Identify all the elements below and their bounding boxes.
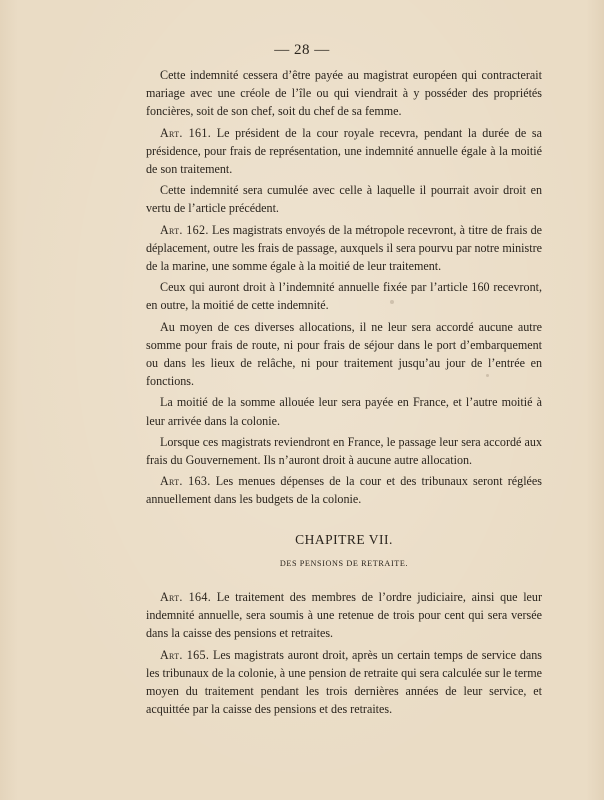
article-label: Art. 162.: [160, 222, 209, 237]
paragraph: [146, 278, 542, 314]
chapter-subtitle: DES PENSIONS DE RETRAITE.: [279, 558, 409, 568]
article-label: Art. 163.: [160, 474, 211, 489]
paragraph-text: La moitié de la somme allouée leur sera payée en France, et l’autre moitié à leur arrivée dans la colonie.: [146, 395, 542, 428]
paragraph-text: Le président de la cour royale recevra, pendant la durée de sa présidence, pour frais de représentation, une indemnité annuelle égale à la moitié de son traitement.: [146, 125, 542, 177]
paragraph-text: Les menues dépenses de la cour et des tribunaux seront réglées annuellement dans les budgets de la colonie.: [146, 474, 542, 507]
paragraph: [146, 181, 542, 217]
paper-speck: [390, 300, 394, 304]
paragraph-text: Cette indemnité sera cumulée avec celle à laquelle il pourrait avoir droit en vertu de l’article précédent.: [146, 183, 542, 216]
page-number: — 28 —: [274, 42, 330, 58]
paragraph: [146, 433, 542, 469]
article-label: Art. 164.: [160, 590, 212, 605]
paragraph: [146, 318, 542, 391]
article-label: Art. 165.: [160, 647, 210, 662]
article-163: [146, 472, 542, 508]
article-164: [146, 588, 542, 643]
paragraph-text: Le traitement des membres de l’ordre judiciaire, ainsi que leur indemnité annuelle, sera soumis à une retenue de trois pour cent qui sera versée dans la caisse des pensions et retraites.: [146, 590, 542, 641]
paragraph-text: Ceux qui auront droit à l’indemnité annuelle fixée par l’article 160 recevront, en outre, la moitié de cette indemnité.: [146, 280, 542, 313]
paragraph: [146, 393, 542, 429]
article-161: [146, 124, 542, 179]
paragraph-text: Les magistrats envoyés de la métropole recevront, à titre de frais de déplacement, outre les frais de passage, auxquels il sera pourvu par notre ministre de la marine, une somme égale à la moitié de leur traitement.: [146, 222, 542, 274]
paragraph-text: Lorsque ces magistrats reviendront en France, le passage leur sera accordé aux frais du Gouvernement. Ils n’auront droit à aucune autre allocation.: [146, 434, 542, 468]
paragraph: [146, 66, 542, 121]
paper-speck: [486, 374, 489, 377]
article-162: [146, 221, 542, 276]
chapter-title: CHAPITRE VII.: [295, 531, 393, 547]
paragraph-text: Les magistrats auront droit, après un certain temps de service dans les tribunaux de la colonie, à une pension de retraite qui sera calculée sur le terme moyen du traitement pendant les trois dernières années de leur service, et acquittée par la caisse des pensions et des retraites.: [146, 647, 542, 717]
article-label: Art. 161.: [160, 125, 212, 140]
paragraph-text: Cette indemnité cessera d’être payée au magistrat européen qui contracterait mariage avec une créole de l’île ou qui viendrait à y posséder des propriétés foncières, soit de son chef, soit du chef de sa femme.: [146, 68, 542, 119]
article-165: [146, 646, 542, 719]
body-text: [146, 66, 542, 722]
paragraph-text: Au moyen de ces diverses allocations, il ne leur sera accordé aucune autre somme pour frais de route, ni pour frais de séjour dans le port d’embarquement ou dans les lieux de relâche, ni pour traitement jusqu’au jour de l’entrée en fonctions.: [146, 319, 542, 389]
